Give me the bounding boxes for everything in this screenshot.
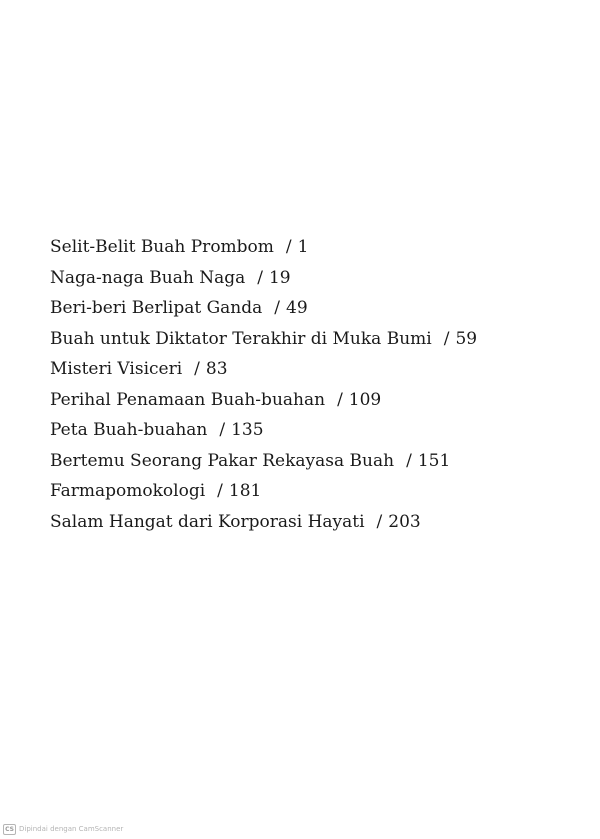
toc-entry-title: Peta Buah-buahan [50,420,208,440]
toc-entry-title: Selit-Belit Buah Prombom [50,237,274,257]
toc-entry-page-number: 181 [228,481,262,501]
toc-entry-separator: / [443,328,450,349]
toc-entry [50,232,477,263]
toc-entry-title: Bertemu Seorang Pakar Rekayasa Buah [50,450,395,471]
toc-entry [50,415,477,446]
toc-entry-separator: / [285,237,292,257]
toc-entry-separator: / [274,298,280,318]
toc-entry-separator: / [337,389,343,410]
toc-entry-page-number: 19 [268,267,291,288]
toc-entry-page-number: 151 [417,450,451,471]
camscanner-logo-icon: CS [3,824,16,835]
toc-entry-page-number: 135 [231,420,264,440]
toc-entry-title: Perihal Penamaan Buah-buahan [50,389,326,410]
toc-entry-title: Farmapomokologi [50,481,206,501]
toc-entry-separator: / [257,267,263,288]
toc-entry-page-number: 49 [286,298,308,318]
toc-entry [50,476,477,507]
scanner-watermark [3,823,123,835]
scanner-watermark-text: Dipindai dengan CamScanner [19,825,124,833]
toc-entry [50,263,477,294]
toc-entry-separator: / [217,481,223,501]
toc-entry-page-number: 1 [297,237,309,257]
toc-entry-title: Misteri Visiceri [50,359,183,379]
toc-entry-title: Beri-beri Berlipat Ganda [50,298,263,318]
toc-entry-separator: / [406,450,412,471]
toc-entry-title: Salam Hangat dari Korporasi Hayati [50,511,365,532]
toc-entry-separator: / [194,359,200,379]
toc-entry [50,354,477,385]
toc-entry [50,446,477,477]
toc-entry [50,324,477,355]
toc-entry-title: Buah untuk Diktator Terakhir di Muka Bumi [50,328,432,349]
toc-entry-title: Naga-naga Buah Naga [50,267,246,288]
toc-entry-separator: / [376,511,383,532]
toc-entry-page-number: 109 [348,389,382,410]
table-of-contents [50,232,477,537]
toc-entry-page-number: 83 [205,359,228,379]
toc-entry [50,385,477,416]
toc-entry-page-number: 203 [388,511,421,532]
toc-entry [50,507,477,538]
toc-entry-separator: / [219,420,226,440]
toc-entry-page-number: 59 [455,328,478,349]
toc-entry [50,293,477,324]
